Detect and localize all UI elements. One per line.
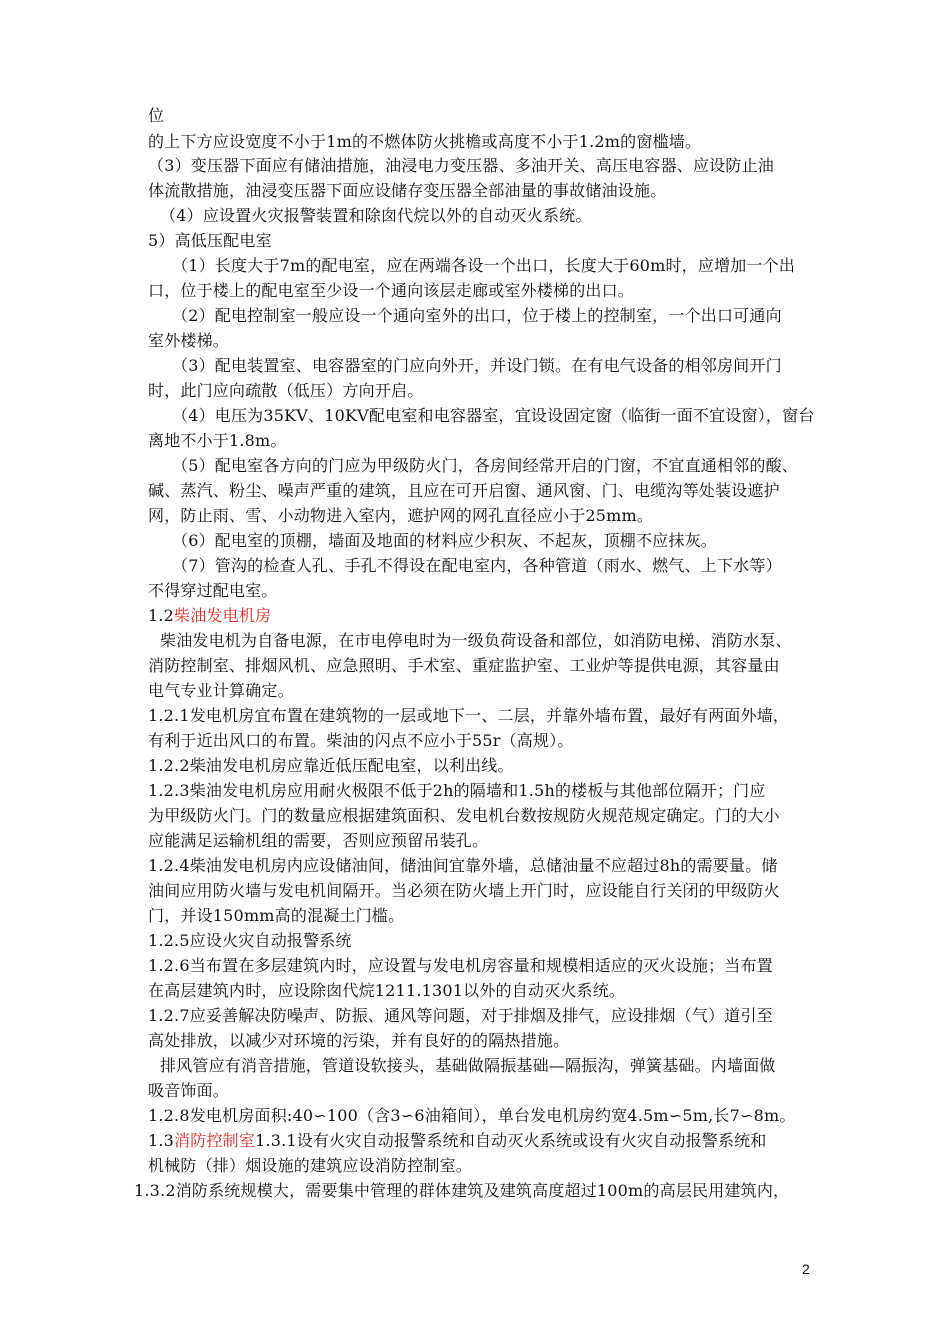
section-number: 1.3 (148, 1131, 175, 1150)
text-line: 的上下方应设宽度不小于1m的不燃体防火挑檐或高度不小于1.2m的窗槛墙。 (148, 132, 702, 151)
text-line: 柴油发电机为自备电源，在市电停电时为一级负荷设备和部位，如消防电梯、消防水泵、 (160, 631, 792, 650)
text-line: 油间应用防火墙与发电机间隔开。当必须在防火墙上开门时，应设能自行关闭的甲级防火 (148, 881, 780, 900)
text-line: 碱、蒸汽、粉尘、噪声严重的建筑，且应在可开启窗、通风窗、门、电缆沟等处装设遮护 (148, 481, 780, 500)
text-line: 1.2.4柴油发电机房内应设储油间，储油间宜靠外墙，总储油量不应超过8h的需要量。储 (148, 856, 778, 875)
text-line: 有利于近出风口的布置。柴油的闪点不应小于55r（高规）。 (148, 731, 574, 750)
text-line: （5）配电室各方向的门应为甲级防火门，各房间经常开启的门窗，不宜直通相邻的酸、 (172, 456, 798, 475)
section-heading (148, 604, 271, 628)
text-line: 1.2.3柴油发电机房应用耐火极限不低于2h的隔墙和1.5h的楼板与其他部位隔开；门应 (148, 781, 766, 800)
text-line: 室外楼梯。 (148, 331, 230, 350)
text-line: 1.2.6当布置在多层建筑内时，应设置与发电机房容量和规模相适应的灭火设施；当布置 (148, 956, 773, 975)
text-line: 时，此门应向疏散（低压）方向开启。 (148, 381, 424, 400)
text-line: （2）配电控制室一般应设一个通向室外的出口，位于楼上的控制室，一个出口可通向 (172, 306, 782, 325)
text-line: 为甲级防火门。门的数量应根据建筑面积、发电机台数按规防火规范规定确定。门的大小 (148, 806, 780, 825)
text-line: 高处排放，以减少对环境的污染，并有良好的的隔热措施。 (148, 1031, 570, 1050)
text-line: 口，位于楼上的配电室至少设一个通向该层走廊或室外楼梯的出口。 (148, 281, 635, 300)
text-line: 1.2.2柴油发电机房应靠近低压配电室，以利出线。 (148, 756, 514, 775)
text-line: （3）变压器下面应有储油措施，油浸电力变压器、多油开关、高压电容器、应设防止油 (148, 156, 774, 175)
text-line: 网，防止雨、雪、小动物进入室内，遮护网的网孔直径应小于25mm。 (148, 506, 654, 525)
section-heading: 5）高低压配电室 (148, 231, 272, 250)
section-number: 1.2 (148, 606, 175, 625)
text-line: 1.2.7应妥善解决防噪声、防振、通风等问题，对于排烟及排气，应设排烟（气）道引至 (148, 1006, 773, 1025)
text-line: （6）配电室的顶棚，墙面及地面的材料应少积灰、不起灰，顶棚不应抹灰。 (172, 531, 717, 550)
text-line: 排风管应有消音措施，管道设软接头，基础做隔振基础—隔振沟，弹簧基础。内墙面做 (160, 1056, 776, 1075)
text-line: 机械防（排）烟设施的建筑应设消防控制室。 (148, 1156, 473, 1175)
text-line: 应能满足运输机组的需要，否则应预留吊装孔。 (148, 831, 489, 850)
text-line: 在高层建筑内时，应设除囱代烷1211.1301以外的自动灭火系统。 (148, 981, 626, 1000)
text-line: 离地不小于1.8m。 (148, 431, 287, 450)
text-line: 消防控制室、排烟风机、应急照明、手术室、重症监护室、工业炉等提供电源，其容量由 (148, 656, 780, 675)
text-line: 吸音饰面。 (148, 1081, 230, 1100)
text-line: （7）管沟的检查人孔、手孔不得设在配电室内，各种管道（雨水、燃气、上下水等） (172, 556, 782, 575)
text-line: （4）应设置火灾报警装置和除囱代烷以外的自动灭火系统。 (160, 206, 592, 225)
section-title: 柴油发电机房 (174, 606, 272, 625)
text-line: 位 (148, 106, 165, 125)
text-line: 1.3.1设有火灾自动报警系统和自动灭火系统或设有火灾自动报警系统和 (255, 1131, 767, 1150)
text-line: 1.2.1发电机房宜布置在建筑物的一层或地下一、二层，并靠外墙布置，最好有两面外墙， (148, 706, 790, 725)
page-number: 2 (802, 1261, 810, 1277)
text-line: 体流散措施，油浸变压器下面应设储存变压器全部油量的事故储油设施。 (148, 181, 667, 200)
section-title: 消防控制室 (174, 1131, 256, 1150)
text-line: 1.2.5应设火灾自动报警系统 (148, 931, 352, 950)
text-line: 不得穿过配电室。 (148, 581, 278, 600)
text-line: （1）长度大于7m的配电室，应在两端各设一个出口，长度大于60m时，应增加一个出 (172, 256, 796, 275)
text-line: 门，并设150mm高的混凝土门槛。 (148, 906, 405, 925)
text-line: 电气专业计算确定。 (148, 681, 294, 700)
section-heading (148, 1129, 767, 1153)
text-line: 1.3.2消防系统规模大，需要集中管理的群体建筑及建筑高度超过100m的高层民用建筑内， (134, 1181, 790, 1200)
text-line: 1.2.8发电机房面积:40∽100（含3∽6油箱间），单台发电机房约宽4.5m∽5m,长7∽8m。 (148, 1106, 796, 1125)
text-line: （3）配电装置室、电容器室的门应向外开，并设门锁。在有电气设备的相邻房间开门 (172, 356, 782, 375)
text-line: （4）电压为35KV、10KV配电室和电容器室，宜设设固定窗（临街一面不宜设窗），窗台 (172, 406, 815, 425)
